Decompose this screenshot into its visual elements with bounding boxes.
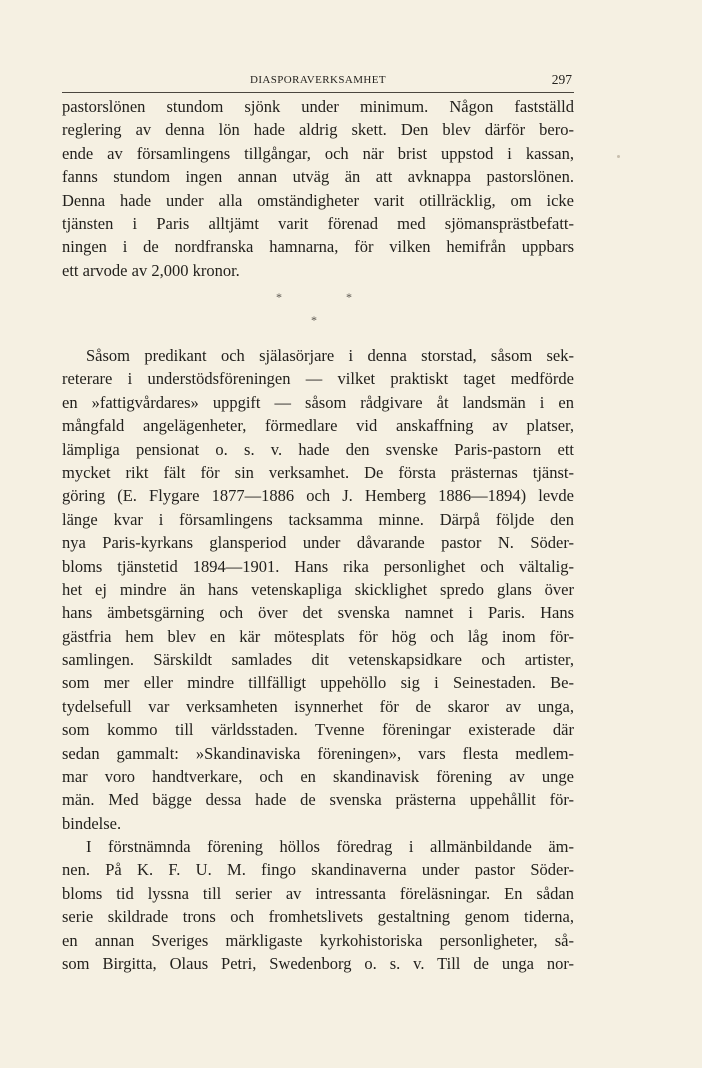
text-line: fanns stundom ingen annan utväg än att avknappa pastorslönen. — [62, 167, 574, 187]
text-line: ett arvode av 2,000 kronor. — [62, 260, 240, 280]
text-line: lämpliga pensionat o. s. v. hade den svenske Paris-pastorn ett — [62, 439, 574, 459]
paper-speck — [617, 155, 620, 158]
text-line: bloms tjänstetid 1894—1901. Hans rika personlighet och vältalig- — [62, 556, 574, 576]
text-line: serie skildrade trons och fromhetslivets gestaltning genom tiderna, — [62, 907, 574, 927]
text-line: hans ämbetsgärning och över det svenska namnet i Paris. Hans — [62, 603, 574, 623]
running-head: DIASPORAVERKSAMHET — [250, 74, 386, 86]
text-line: Såsom predikant och själasörjare i denna storstad, såsom sek- — [86, 346, 574, 365]
text-line: som kommo till världsstaden. Tvenne föreningar existerade där — [62, 720, 574, 740]
text-line: reglering av denna lön hade aldrig skett. Den blev därför bero- — [62, 120, 574, 140]
text-line: en »fattigvårdares» uppgift — såsom rådgivare åt landsmän i en — [62, 392, 574, 412]
text-line: tydelsefull var verksamheten isynnerhet för de skaror av unga, — [62, 696, 574, 716]
text-line: mycket rikt fält för sin verksamhet. De första prästernas tjänst- — [62, 462, 574, 482]
text-line: som Birgitta, Olaus Petri, Swedenborg o. s. v. Till de unga nor- — [62, 953, 574, 973]
text-line: en annan Sveriges märkligaste kyrkohistoriska personligheter, så- — [62, 930, 574, 950]
text-line: nen. På K. F. U. M. fingo skandinaverna under pastor Söder- — [62, 860, 574, 880]
asterisk-mark: * — [311, 313, 317, 327]
text-line: Denna hade under alla omständigheter varit otillräcklig, om icke — [62, 190, 574, 210]
text-line: bloms tid lyssna till serier av intressanta föreläsningar. En sådan — [62, 883, 574, 903]
text-line: mångfald angelägenheter, förmedlare vid anskaffning av platser, — [62, 416, 574, 436]
text-line: gästfria hem blev en kär mötesplats för hög och låg inom för- — [62, 626, 574, 646]
page-number: 297 — [551, 72, 572, 87]
page-header — [62, 72, 574, 93]
asterisk-mark: * — [276, 290, 282, 304]
text-line: het ej mindre än hans vetenskapliga skicklighet spredo glans över — [62, 579, 574, 599]
text-line: länge kvar i församlingens tacksamma minne. Därpå följde den — [62, 509, 574, 529]
asterisk-mark: * — [346, 290, 352, 304]
text-line: nya Paris-kyrkans glansperiod under dåvarande pastor N. Söder- — [62, 533, 574, 553]
text-line: samlingen. Särskildt samlades dit vetenskapsidkare och artister, — [62, 650, 574, 670]
text-line: ende av församlingens tillgångar, och när brist uppstod i kassan, — [62, 143, 574, 163]
text-line: I förstnämnda förening höllos föredrag i allmänbildande äm- — [86, 837, 574, 856]
paragraph-3 — [62, 835, 574, 975]
text-line: pastorslönen stundom sjönk under minimum. Någon fastställd — [62, 97, 574, 116]
text-line: göring (E. Flygare 1877—1886 och J. Hemberg 1886—1894) levde — [62, 486, 574, 506]
text-line: mar voro handtverkare, och en skandinavisk förening av unge — [62, 767, 574, 787]
text-line: som mer eller mindre tillfälligt uppehöllo sig i Seinestaden. Be- — [62, 673, 574, 693]
text-line: bindelse. — [62, 813, 122, 833]
text-line: reterare i understödsföreningen — vilket praktiskt taget medförde — [62, 369, 574, 389]
text-line: sedan gammalt: »Skandinaviska föreningen», vars flesta medlem- — [62, 743, 574, 763]
paragraph-2 — [62, 344, 574, 835]
text-line: tjänsten i Paris alltjämt varit förenad med sjömansprästbefatt- — [62, 213, 574, 233]
text-line: ningen i de nordfranska hamnarna, för vilken hemifrån uppbars — [62, 237, 574, 257]
text-line: män. Med bägge dessa hade de svenska prästerna uppehållit för- — [62, 790, 574, 810]
paragraph-1 — [62, 95, 574, 282]
